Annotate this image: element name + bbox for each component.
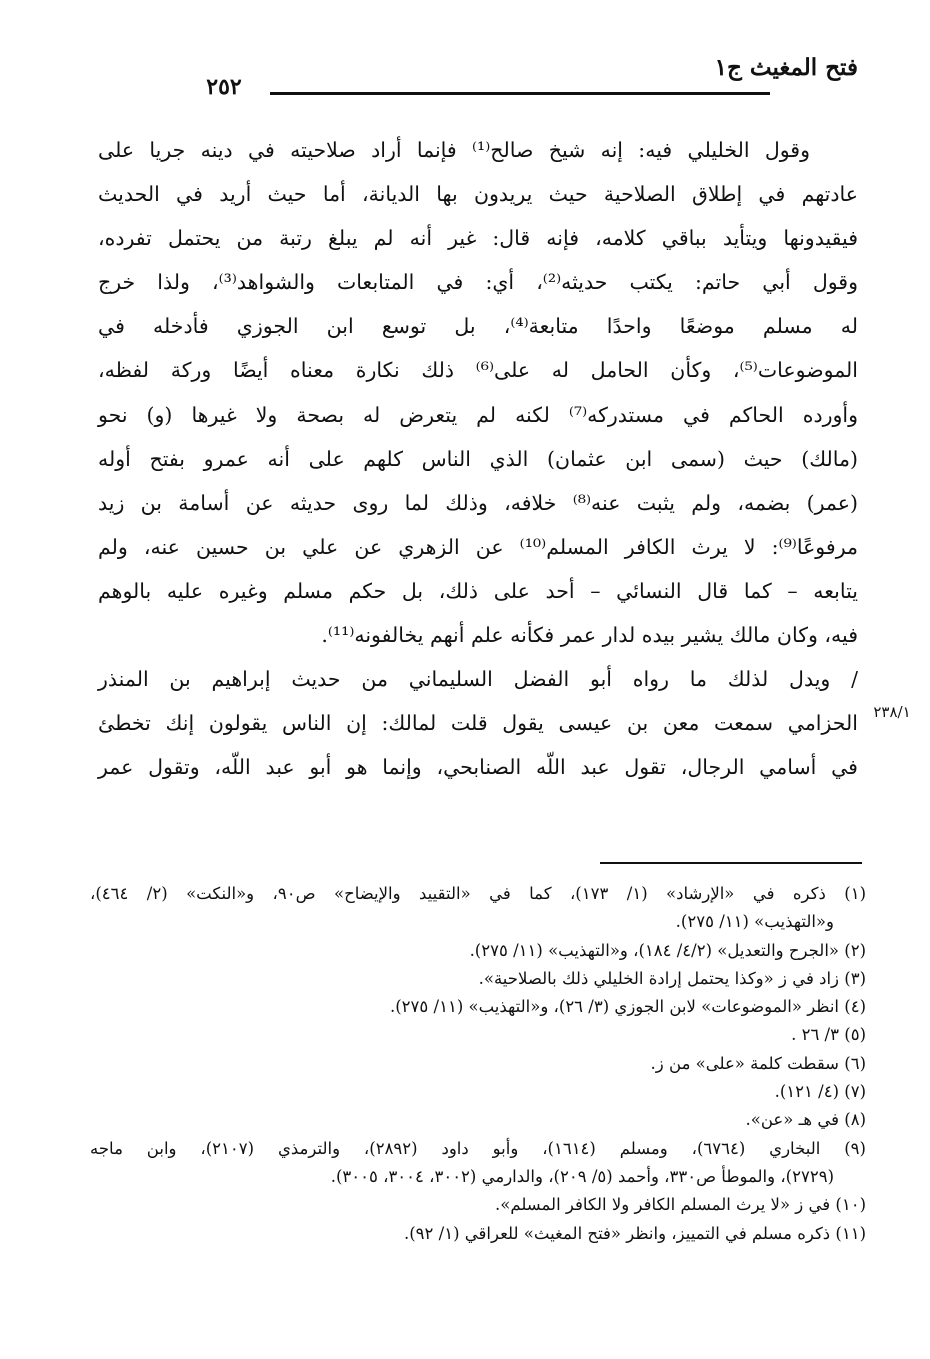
text-line: (مالك) حيث (سمى ابن عثمان) الذي الناس كلهم على أنه عمرو بفتح أوله xyxy=(98,446,858,471)
text-line: وأورده الحاكم في مستدركه⁽⁷⁾ لكنه لم يتعرض له بصحة ولا غيرها (و) نحو xyxy=(98,402,858,427)
footnotes xyxy=(90,880,866,1248)
footnote-line: (١٠) في ز «لا يرث المسلم الكافر ولا الكافر المسلم». xyxy=(495,1195,866,1215)
footnote-separator xyxy=(600,862,862,864)
footnote-line: (٣) زاد في ز «وكذا يحتمل إرادة الخليلي ذلك بالصلاحية». xyxy=(478,968,866,988)
main-text xyxy=(98,128,858,789)
text-line: (عمر) بضمه، ولم يثبت عنه⁽⁸⁾ خلافه، وذلك لما روى حديثه عن أسامة بن زيد xyxy=(98,490,859,515)
footnote-line: (١) ذكره في «الإرشاد» (١/ ١٧٣)، كما في «التقييد والإيضاح» ص٩٠، و«النكت» (٢/ ٤٦٤)، xyxy=(90,884,866,903)
text-line: يتابعه – كما قال النسائي – أحد على ذلك، بل حكم مسلم وغيره عليه بالوهم xyxy=(98,578,858,603)
text-line: له مسلم موضعًا واحدًا متابعة⁽⁴⁾، بل توسع ابن الجوزي فأدخله في xyxy=(98,314,859,339)
header-rule xyxy=(270,92,770,95)
text-line: وقول أبي حاتم: يكتب حديثه⁽²⁾، أي: في المتابعات والشواهد⁽³⁾، ولذا خرج xyxy=(98,270,859,295)
footnote-line: و«التهذيب» (١١/ ٢٧٥). xyxy=(675,912,834,932)
text-line: فيقيدونها ويتأيد بباقي كلامه، فإنه قال: غير أنه لم يبلغ رتبة من يحتمل تفرده، xyxy=(98,226,858,251)
text-line: في أسامي الرجال، تقول عبد اللّه الصنابحي، وإنما هو أبو عبد اللّه، وتقول عمر xyxy=(98,755,858,780)
footnote-line: (٢) «الجرح والتعديل» (٤/٢/ ١٨٤)، و«التهذيب» (١١/ ٢٧٥). xyxy=(469,940,866,960)
text-line: / ويدل لذلك ما رواه أبو الفضل السليماني من حديث إبراهيم بن المنذر xyxy=(98,667,858,692)
footnote-line: (٧) (٤/ ١٢١). xyxy=(774,1082,866,1102)
text-line: مرفوعًا⁽⁹⁾: لا يرث الكافر المسلم⁽¹⁰⁾ عن الزهري عن علي بن حسين عنه، ولم xyxy=(98,534,858,559)
footnote-line: (١١) ذكره مسلم في التمييز، وانظر «فتح المغيث» للعراقي (١/ ٩٢). xyxy=(403,1223,866,1243)
text-line: وقول الخليلي فيه: إنه شيخ صالح⁽¹⁾ فإنما أراد صلاحيته في دينه جريا على xyxy=(98,138,810,162)
footnote-line: (٨) في هـ «عن». xyxy=(745,1110,866,1130)
running-header-title: فتح المغيث ج١ xyxy=(714,54,858,81)
text-line: الموضوعات⁽⁵⁾، وكأن الحامل له على⁽⁶⁾ ذلك نكارة معناه أيضًا وركة لفظه، xyxy=(98,358,858,383)
footnote-line: (٤) انظر «الموضوعات» لابن الجوزي (٣/ ٢٦)، و«التهذيب» (١١/ ٢٧٥). xyxy=(389,997,866,1017)
footnote-line: (٥) ٣/ ٢٦ . xyxy=(791,1025,866,1045)
footnote-line: (٩) البخاري (٦٧٦٤)، ومسلم (١٦١٤)، وأبو داود (٢٨٩٢)، والترمذي (٢١٠٧)، وابن ماجه xyxy=(90,1138,866,1158)
text-line: الحزامي سمعت معن بن عيسى يقول قلت لمالك: إن الناس يقولون إنك تخطئ xyxy=(98,711,858,736)
page-number: ٢٥٢ xyxy=(206,74,242,100)
margin-reference: ٢٣٨/١ xyxy=(873,703,911,721)
text-line: فيه، وكان مالك يشير بيده لدار عمر فكأنه علم أنهم يخالفونه⁽¹¹⁾. xyxy=(321,623,858,648)
text-line: عادتهم في إطلاق الصلاحية حيث يريدون بها الديانة، أما حيث أريد في الحديث xyxy=(98,182,858,207)
footnote-line: (٢٧٢٩)، والموطأ ص٣٣٠، وأحمد (٥/ ٢٠٩)، والدارمي (٣٠٠٢، ٣٠٠٤، ٣٠٠٥). xyxy=(330,1166,834,1186)
footnote-line: (٦) سقطت كلمة «على» من ز. xyxy=(650,1053,866,1073)
